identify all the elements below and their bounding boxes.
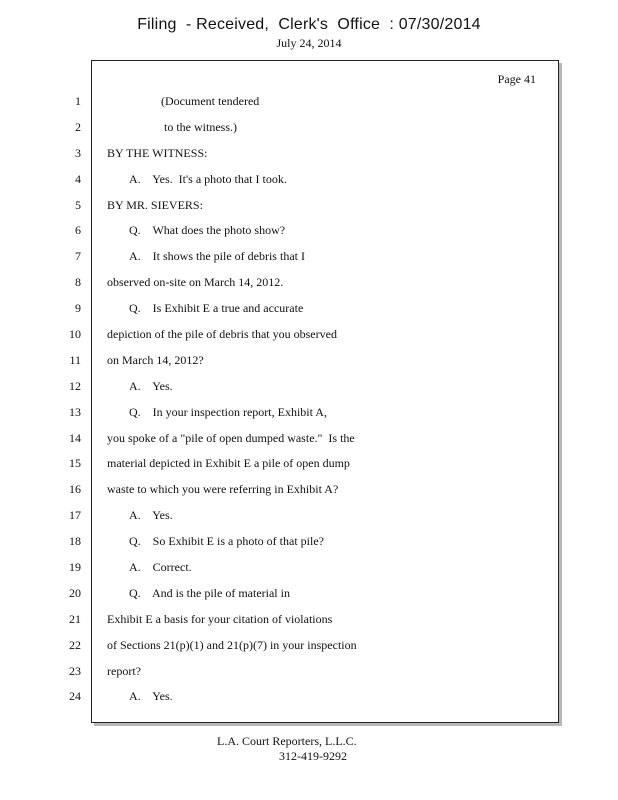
line-number: 3 — [75, 145, 81, 160]
transcript-line — [0, 270, 560, 296]
line-number: 17 — [69, 508, 81, 523]
line-text: waste to which you were referring in Exhibit A? — [107, 482, 339, 497]
transcript-line — [0, 141, 560, 167]
transcript-line — [0, 400, 560, 426]
transcript-line — [0, 374, 560, 400]
hearing-date: July 24, 2014 — [276, 36, 342, 50]
transcript-line — [0, 89, 560, 115]
line-number: 14 — [69, 430, 81, 445]
line-number: 13 — [69, 404, 81, 419]
line-number: 6 — [75, 223, 81, 238]
line-text: A. Yes. — [129, 508, 173, 523]
filing-stamp: Filing - Received, Clerk's Office : 07/30/2014 — [137, 16, 481, 33]
line-number: 23 — [69, 663, 81, 678]
line-text: A. Correct. — [129, 560, 192, 575]
line-text: Q. And is the pile of material in — [129, 585, 290, 600]
transcript-line — [0, 529, 560, 555]
line-text: Exhibit E a basis for your citation of violations — [107, 611, 333, 626]
line-number: 24 — [69, 689, 81, 704]
line-number: 5 — [75, 197, 81, 212]
line-number: 9 — [75, 301, 81, 316]
line-number: 4 — [75, 171, 81, 186]
page-number: Page 41 — [497, 72, 536, 86]
line-number: 10 — [69, 327, 81, 342]
line-text: material depicted in Exhibit E a pile of open dump — [107, 456, 350, 471]
line-text: depiction of the pile of debris that you observed — [107, 327, 337, 342]
line-text: report? — [107, 663, 141, 678]
line-text: (Document tendered — [161, 94, 260, 108]
transcript-line — [0, 659, 560, 685]
line-text: to the witness.) — [164, 119, 237, 134]
transcript-line — [0, 115, 560, 141]
transcript-line — [0, 581, 560, 607]
line-text: observed on-site on March 14, 2012. — [107, 275, 284, 290]
line-number: 12 — [69, 378, 81, 393]
transcript-line — [0, 633, 560, 659]
line-text: on March 14, 2012? — [107, 352, 204, 367]
line-text: of Sections 21(p)(1) and 21(p)(7) in your inspection — [107, 637, 357, 652]
line-text: A. Yes. — [129, 378, 173, 393]
line-number: 21 — [69, 611, 81, 626]
line-text: Q. In your inspection report, Exhibit A, — [129, 404, 327, 419]
transcript-lines — [0, 89, 560, 710]
line-text: Q. What does the photo show? — [129, 223, 286, 238]
line-number: 7 — [75, 249, 81, 264]
transcript-line — [0, 555, 560, 581]
line-number: 22 — [69, 637, 81, 652]
transcript-line — [0, 348, 560, 374]
line-number: 20 — [69, 585, 81, 600]
transcript-line — [0, 451, 560, 477]
transcript-line — [0, 607, 560, 633]
line-text: Q. So Exhibit E is a photo of that pile? — [129, 534, 324, 549]
line-number: 16 — [69, 482, 81, 497]
transcript-line — [0, 426, 560, 452]
transcript-line — [0, 218, 560, 244]
transcript-line — [0, 684, 560, 710]
transcript-line — [0, 322, 560, 348]
court-reporter-phone: 312-419-9292 — [279, 749, 347, 763]
line-number: 1 — [75, 94, 81, 108]
line-number: 11 — [69, 352, 81, 367]
transcript-line — [0, 244, 560, 270]
transcript-line — [0, 477, 560, 503]
court-reporter-firm: L.A. Court Reporters, L.L.C. — [217, 734, 357, 748]
line-text: BY THE WITNESS: — [107, 145, 208, 160]
line-text: A. It shows the pile of debris that I — [129, 249, 305, 264]
line-text: A. Yes. — [129, 689, 173, 704]
transcript-line — [0, 296, 560, 322]
transcript-line — [0, 167, 560, 193]
line-number: 19 — [69, 560, 81, 575]
line-number: 2 — [75, 119, 81, 134]
transcript-line — [0, 503, 560, 529]
line-text: you spoke of a "pile of open dumped waste." Is the — [107, 430, 355, 445]
line-text: Q. Is Exhibit E a true and accurate — [129, 301, 304, 316]
transcript-line — [0, 193, 560, 219]
line-number: 18 — [69, 534, 81, 549]
line-text: BY MR. SIEVERS: — [107, 197, 203, 212]
line-number: 15 — [69, 456, 81, 471]
line-number: 8 — [75, 275, 81, 290]
line-text: A. Yes. It's a photo that I took. — [129, 171, 287, 186]
